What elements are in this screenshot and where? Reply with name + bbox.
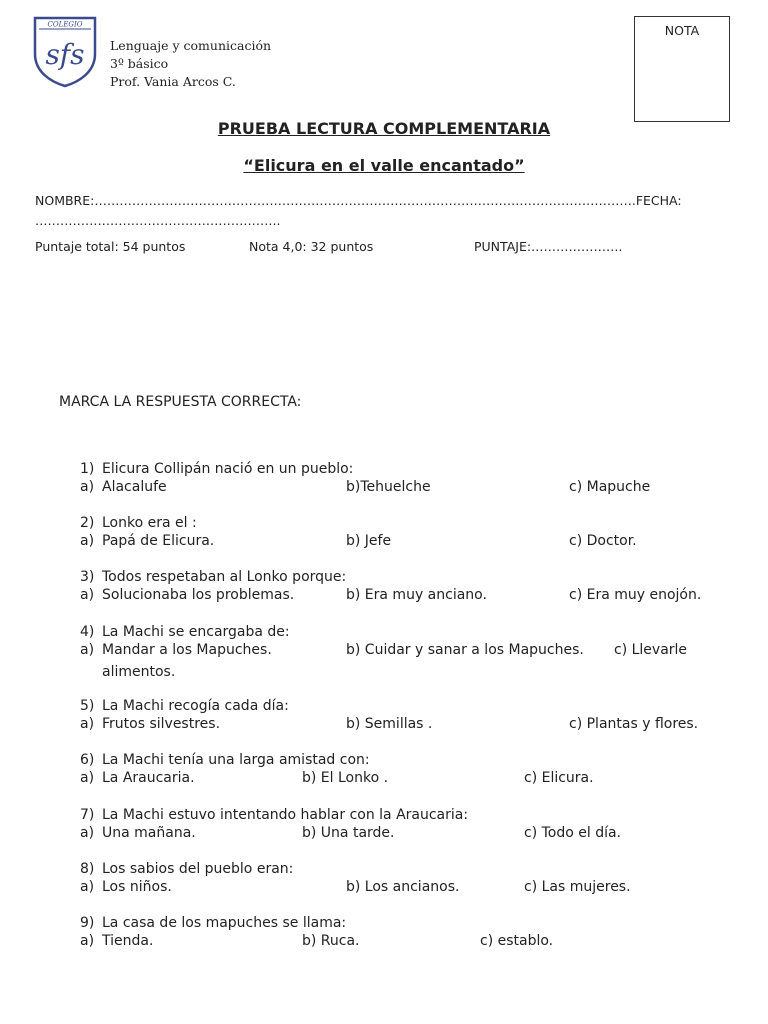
option-b: b) Era muy anciano.: [346, 587, 487, 603]
option-c: c) Mapuche: [569, 479, 651, 495]
question-number: 4): [80, 624, 95, 640]
option-c: c) Todo el día.: [524, 825, 622, 841]
puntaje-field: PUNTAJE:………………….: [474, 239, 623, 254]
puntaje-total: Puntaje total: 54 puntos: [35, 239, 186, 254]
option-b: b)Tehuelche: [346, 479, 431, 495]
question-number: 7): [80, 807, 95, 823]
option-b: b) Ruca.: [302, 933, 360, 949]
question-stem: Todos respetaban al Lonko porque:: [102, 569, 347, 585]
option-b: b) Cuidar y sanar a los Mapuches.: [346, 642, 584, 658]
option-c: c) Doctor.: [569, 533, 637, 549]
option-a: Solucionaba los problemas.: [102, 587, 295, 603]
option-a: Tienda.: [102, 933, 154, 949]
question-number: 3): [80, 569, 95, 585]
question-number: 1): [80, 461, 95, 477]
option-a-letter: a): [80, 933, 95, 949]
option-a: Papá de Elicura.: [102, 533, 215, 549]
question-stem: Elicura Collipán nació en un pueblo:: [102, 461, 354, 477]
question-number: 6): [80, 752, 95, 768]
question-stem: La Machi recogía cada día:: [102, 698, 289, 714]
subject-line: Lenguaje y comunicación: [110, 38, 272, 53]
option-a-letter: a): [80, 770, 95, 786]
question-stem: La Machi estuvo intentando hablar con la Araucaria:: [102, 807, 469, 823]
option-a: Una mañana.: [102, 825, 196, 841]
question-number: 9): [80, 915, 95, 931]
question-stem: Los sabios del pueblo eran:: [102, 861, 294, 877]
question-number: 2): [80, 515, 95, 531]
nota-info: Nota 4,0: 32 puntos: [249, 239, 374, 254]
question-stem: La casa de los mapuches se llama:: [102, 915, 347, 931]
option-c: c) Las mujeres.: [524, 879, 631, 895]
option-a-letter: a): [80, 716, 95, 732]
option-a-continued: alimentos.: [102, 664, 176, 680]
option-a: Mandar a los Mapuches.: [102, 642, 272, 658]
option-a: Los niños.: [102, 879, 172, 895]
option-c: c) Plantas y flores.: [569, 716, 699, 732]
question-number: 8): [80, 861, 95, 877]
option-a-letter: a): [80, 533, 95, 549]
option-c: c) Elicura.: [524, 770, 594, 786]
option-a-letter: a): [80, 587, 95, 603]
fecha-line: …………………………………………………..: [35, 213, 281, 228]
book-title: “Elicura en el valle encantado”: [243, 156, 525, 175]
option-b: b) El Lonko .: [302, 770, 389, 786]
logo-letters: sfs: [45, 38, 85, 71]
option-c: c) Era muy enojón.: [569, 587, 702, 603]
main-title: PRUEBA LECTURA COMPLEMENTARIA: [217, 119, 551, 138]
nombre-fecha-line: NOMBRE:………………………………………………………………………………………………………………….FECHA:: [35, 193, 682, 208]
option-b: b) Los ancianos.: [346, 879, 460, 895]
instruction: MARCA LA RESPUESTA CORRECTA:: [59, 394, 302, 410]
option-a: La Araucaria.: [102, 770, 195, 786]
school-logo: [33, 16, 97, 88]
question-number: 5): [80, 698, 95, 714]
option-b: b) Semillas .: [346, 716, 433, 732]
option-b: b) Jefe: [346, 533, 392, 549]
option-b: b) Una tarde.: [302, 825, 395, 841]
option-a: Frutos silvestres.: [102, 716, 221, 732]
nota-label: NOTA: [664, 23, 700, 38]
option-a-letter: a): [80, 642, 95, 658]
option-a-letter: a): [80, 825, 95, 841]
question-stem: La Machi se encargaba de:: [102, 624, 290, 640]
question-stem: Lonko era el :: [102, 515, 197, 531]
option-a-letter: a): [80, 479, 95, 495]
grade-line: 3º básico: [110, 56, 169, 71]
question-stem: La Machi tenía una larga amistad con:: [102, 752, 370, 768]
nota-box: [634, 16, 730, 122]
teacher-line: Prof. Vania Arcos C.: [110, 74, 236, 89]
logo-text: COLEGIO: [47, 20, 83, 29]
option-c: c) establo.: [480, 933, 554, 949]
option-a: Alacalufe: [102, 479, 167, 495]
option-c: c) Llevarle: [614, 642, 688, 658]
option-a-letter: a): [80, 879, 95, 895]
